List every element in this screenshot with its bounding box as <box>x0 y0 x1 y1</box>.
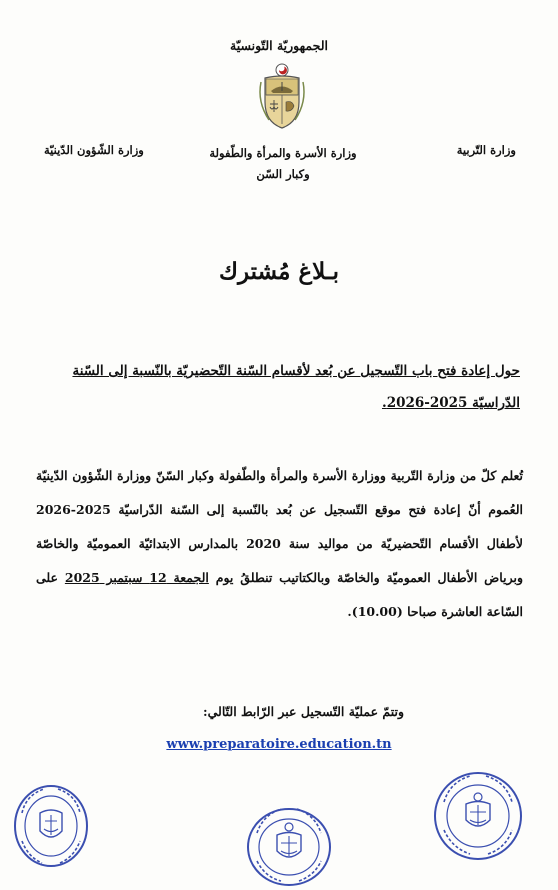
ministry-center-line-2: وكبار السّن <box>256 167 310 181</box>
announcement-body <box>36 459 523 629</box>
ministry-religious-affairs-stamp-icon <box>12 783 90 869</box>
registration-link[interactable]: www.preparatoire.education.tn <box>166 737 392 752</box>
subject-line: حول إعادة فتح باب التّسجيل عن بُعد لأقسام السّنة التّحضيريّة بالنّسبة إلى السّنة الدّراسيّة 2025-2026. <box>72 363 520 411</box>
ministry-education: وزارة التّربية <box>456 143 516 157</box>
body-text: تُعلم كلّ من وزارة التّربية ووزارة الأسرة والمرأة والطّفولة وكبار السّنّ ووزارة الشّؤون الدّينيّة العُموم أنّ إعادة فتح موقع التّسجيل عن بُعد بالنّسبة إلى السّنة الدّراسيّة 2025-2026 لأطفال الأقسام التّحضيريّة من مواليد سنة 2020 بالمدارس الابتدائيّة العموميّة والخاصّة وبرياض الأطفال العموميّة والخاصّة وبالكتاتيب تنطلقُ يوم <box>36 468 523 585</box>
ministry-family-stamp-icon <box>245 803 333 887</box>
ministry-family-women-children-elderly <box>188 143 378 185</box>
ministry-center-line-1: وزارة الأسرة والمرأة والطّفولة <box>209 146 357 160</box>
tunisia-coat-of-arms-icon <box>255 62 309 130</box>
republic-heading: الجمهوريّة التّونسيّة <box>230 38 328 53</box>
ministry-religious-affairs: وزارة الشّؤون الدّينيّة <box>44 143 144 157</box>
body-time: على السّاعة العاشرة صباحا (10.00). <box>36 570 523 619</box>
body-date: الجمعة 12 سبتمبر 2025 <box>64 570 209 585</box>
document-title: بـلاغ مُشترك <box>218 258 340 285</box>
ministry-education-stamp-icon <box>432 770 524 862</box>
registration-instruction: وتتمّ عمليّة التّسجيل عبر الرّابط التّالي: <box>202 704 404 719</box>
